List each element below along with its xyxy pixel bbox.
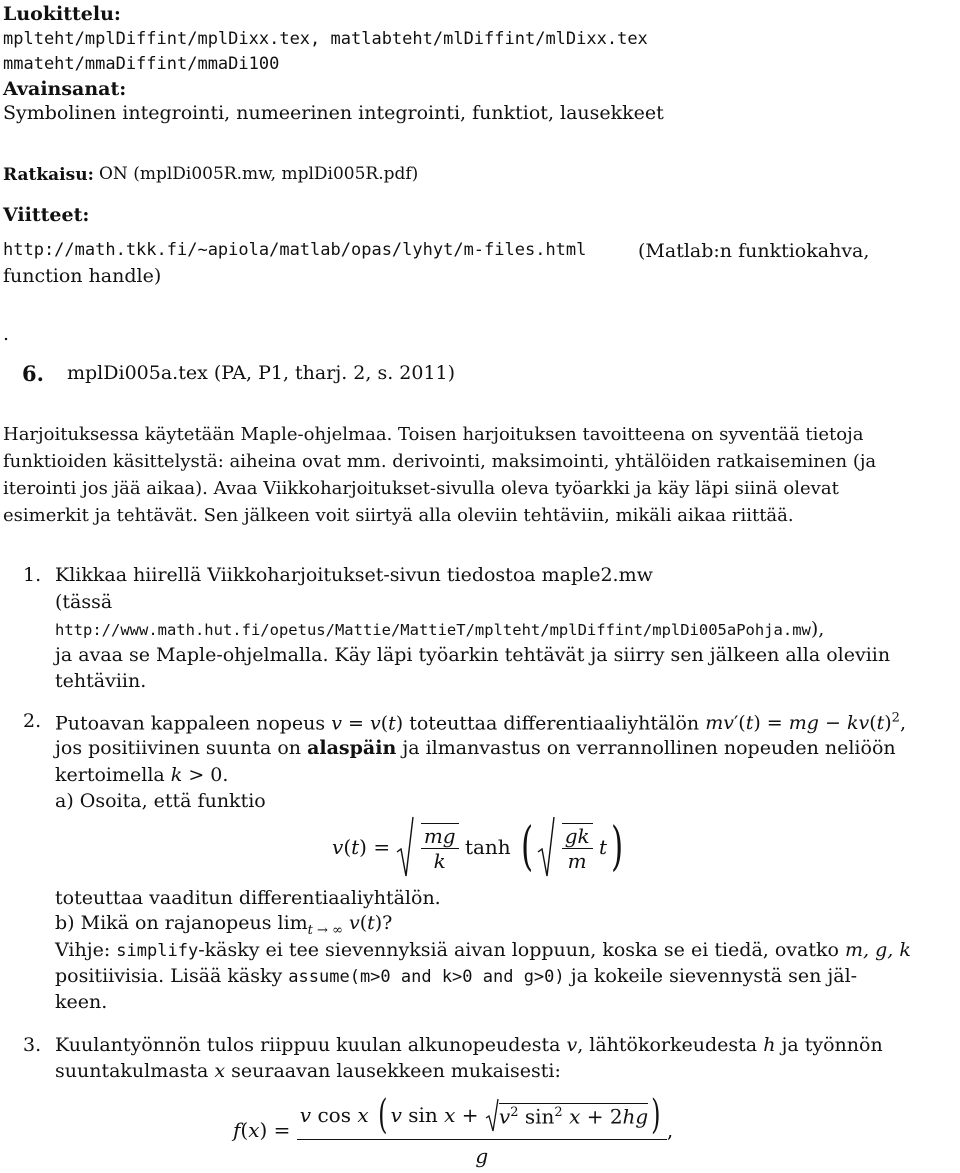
intro-line-2: funktioiden käsittelystä: aiheina ovat mm. derivointi, maksimointi, yhtälöiden ratkaiseminen (ja	[3, 451, 877, 472]
reference-note-1: (Matlab:n funktiokahva,	[638, 240, 870, 262]
task2-number: 2.	[23, 710, 42, 732]
task3-line-2-prefix: suuntakulmasta	[55, 1060, 209, 1082]
reference-url[interactable]: http://math.tkk.fi/~apiola/matlab/opas/lyhyt/m-files.html	[3, 240, 587, 260]
task3-line-1-prefix: Kuulantyönnön tulos riippuu kuulan alkunopeudesta	[55, 1034, 561, 1056]
task2-line-3-text: kertoimella	[55, 764, 165, 786]
formula-lhs: v(t) =	[332, 835, 397, 859]
shot-put-denominator: g	[475, 1143, 489, 1168]
sqrt-mg-over-k	[396, 816, 458, 878]
sqrt-gk-over-m	[537, 816, 592, 878]
keywords-label: Avainsanat:	[3, 78, 127, 100]
velocity-formula	[332, 812, 627, 882]
hint-prefix: Vihje:	[55, 939, 111, 961]
classification-line-2: mmateht/mmaDiffint/mmaDi100	[3, 54, 280, 74]
task2-part-b	[55, 914, 392, 937]
task2-line-1-mid: toteuttaa differentiaaliyhtälön	[409, 712, 700, 735]
var-h: h	[763, 1034, 776, 1056]
task1-url[interactable]: http://www.math.hut.fi/opetus/Mattie/MattieT/mplteht/mplDiffint/mplDi005aPohja.mw	[55, 621, 811, 639]
left-paren: (	[521, 817, 534, 877]
task1-number: 1.	[23, 564, 42, 586]
task1-line-2: (tässä	[55, 591, 113, 613]
intro-line-1: Harjoituksessa käytetään Maple-ohjelmaa. Toisen harjoituksen tavoitteena on syventää tietoja	[3, 424, 864, 445]
task3-line-1	[55, 1036, 883, 1055]
task2-line-2-prefix: jos positiivinen suunta on	[55, 737, 302, 759]
intro-line-3: iterointi jos jää aikaa). Avaa Viikkoharjoitukset-sivulla oleva työarkki ja käy läpi siinä olevat	[3, 478, 839, 499]
separator-dot: .	[3, 323, 10, 345]
radical-sign-2	[537, 816, 555, 878]
var-v: v	[566, 1034, 578, 1056]
task1-line-5: tehtäviin.	[55, 670, 147, 692]
task3-line-2	[55, 1062, 561, 1081]
exercise-title: mplDi005a.tex (PA, P1, tharj. 2, s. 2011)	[67, 362, 456, 384]
task2-line-2	[55, 739, 896, 758]
task3-number: 3.	[23, 1034, 42, 1056]
task2-part-b-text: b) Mikä on rajanopeus	[55, 912, 272, 934]
limit-expression: $\lim_{t \to \infty} v(t)$?	[277, 912, 393, 938]
solution-label: Ratkaisu:	[3, 165, 94, 185]
tanh-function: tanh	[458, 835, 518, 859]
intro-line-4: esimerkit ja tehtävät. Sen jälkeen voit siirtyä alla oleviin tehtäviin, mikäli aikaa riittää.	[3, 505, 794, 526]
hint-command: simplify	[116, 941, 199, 961]
task2-hint-line-3: keen.	[55, 991, 108, 1013]
formula-t: t	[598, 835, 608, 859]
keywords-text: Symbolinen integrointi, numeerinen integrointi, funktiot, lausekkeet	[3, 102, 664, 124]
task2-line-2-bold: alaspäin	[307, 737, 397, 759]
hint-command-2: assume(m>0 and k>0 and g>0)	[288, 967, 565, 987]
task2-part-a: a) Osoita, että funktio	[55, 790, 266, 812]
task3-line-1-suffix: ja työnnön	[781, 1034, 883, 1056]
task2-after-formula: toteuttaa vaaditun differentiaaliyhtälön.	[55, 887, 441, 909]
shot-put-formula	[233, 1090, 673, 1170]
task2-line-2-suffix: ja ilmanvastus on verrannollinen nopeuden neliöön	[402, 737, 896, 759]
task3-line-1-mid: , lähtökorkeudesta	[577, 1034, 758, 1056]
right-paren: )	[611, 817, 624, 877]
reference-note-2: function handle)	[3, 265, 162, 287]
task1-url-close: ),	[810, 618, 825, 640]
shot-put-numerator: v cos x ( v sin x + $v^2$ $\sin^2 x + 2hg$ )	[297, 1095, 667, 1140]
formula-f-comma: ,	[666, 1118, 674, 1142]
k-condition: k > 0.	[170, 764, 229, 786]
var-x: x	[214, 1060, 226, 1082]
fraction-mg-k: $\frac{mg}{k}$	[421, 823, 459, 871]
velocity-expression: v = v(t)	[331, 712, 404, 735]
task1-line-1: Klikkaa hiirellä Viikkoharjoitukset-sivun tiedostoa maple2.mw	[55, 564, 653, 586]
task1-line-4: ja avaa se Maple-ohjelmalla. Käy läpi työarkin tehtävät ja siirry sen jälkeen alla oleviin	[55, 644, 891, 666]
solution-text: ON (mplDi005R.mw, mplDi005R.pdf)	[99, 164, 419, 184]
task2-line-3	[55, 766, 228, 785]
hint-rest: -käsky ei tee sievennyksiä aivan loppuun, koska se ei tiedä, ovatko	[198, 939, 839, 961]
fraction-gk-m: $\frac{gk}{m}$	[562, 823, 593, 871]
radical-sign-3	[485, 1098, 499, 1132]
hint-line-2-prefix: positiivisia. Lisää käsky	[55, 965, 283, 987]
formula-f-lhs: f(x) =	[233, 1118, 297, 1142]
classification-label: Luokittelu:	[3, 3, 121, 25]
task3-line-2-suffix: seuraavan lausekkeen mukaisesti:	[231, 1060, 561, 1082]
hint-line-2-suffix: ja kokeile sievennystä sen jäl-	[570, 965, 858, 987]
task1-url-line	[55, 620, 824, 639]
radical-sign-1	[396, 816, 414, 878]
task2-hint-line-1	[55, 941, 911, 960]
shot-put-fraction	[297, 1091, 667, 1168]
task2-line-1	[55, 712, 906, 733]
task2-hint-line-2	[55, 967, 857, 986]
task2-line-1-prefix: Putoavan kappaleen nopeus	[55, 712, 326, 735]
references-label: Viitteet:	[3, 204, 90, 226]
classification-line-1: mplteht/mplDiffint/mplDixx.tex, matlabteht/mlDiffint/mlDixx.tex	[3, 29, 648, 49]
exercise-number: 6.	[22, 361, 44, 386]
differential-equation: mv′(t) = mg − $kv(t)^2$,	[705, 711, 906, 735]
hint-variables: m, g, k	[844, 939, 911, 961]
